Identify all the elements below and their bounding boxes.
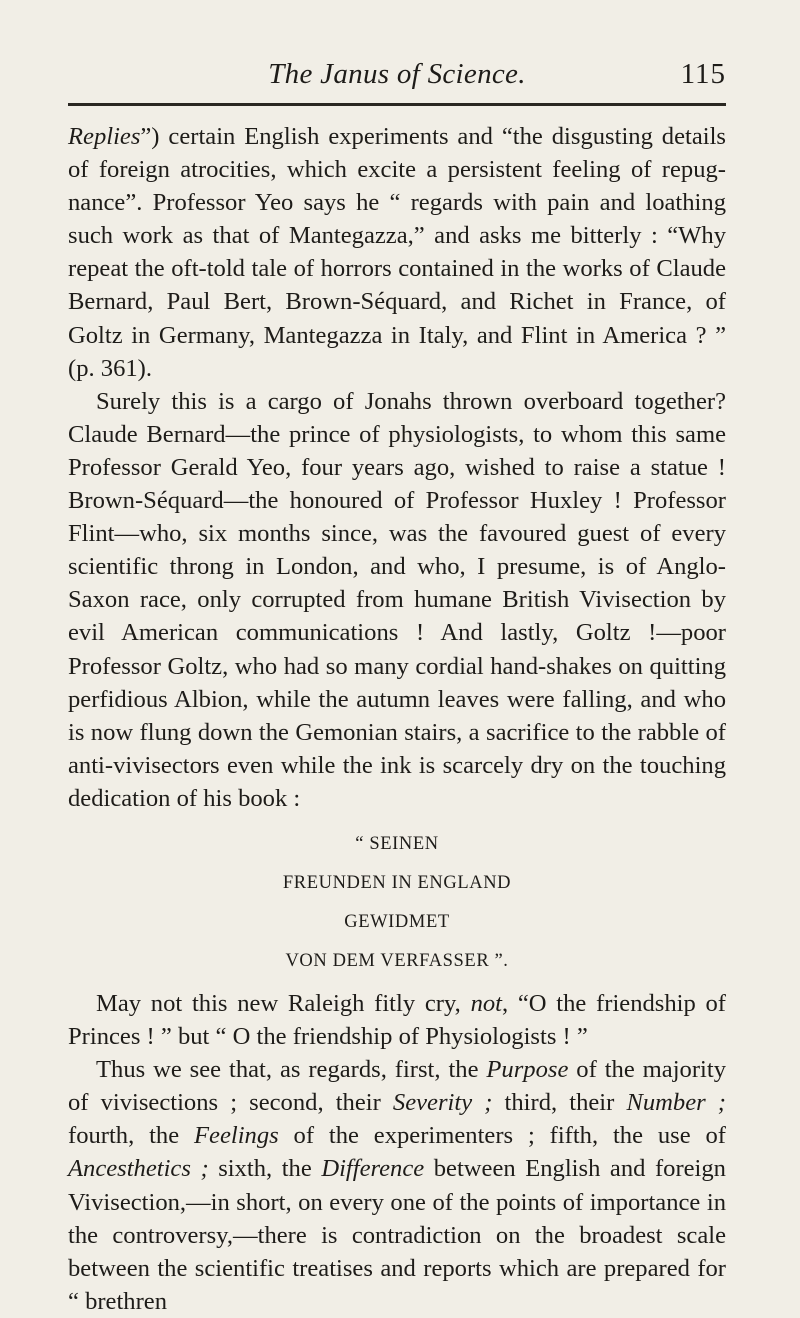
paragraph-4-part-6: sixth, the	[208, 1155, 322, 1183]
body-text	[68, 120, 726, 1318]
header-rule	[68, 103, 726, 106]
paragraph-4-italic-feelings: Feelings	[194, 1122, 279, 1150]
paragraph-4-part-2: of the majority of vivisections ; second, their	[68, 1056, 726, 1117]
paragraph-4-part-5: of the experimenters ; fifth, the use of	[278, 1122, 726, 1150]
paragraph-1	[68, 120, 726, 385]
paragraph-3-before: May not this new Raleigh fitly cry,	[96, 989, 471, 1017]
paragraph-3	[68, 987, 726, 1053]
paragraph-3-after: , “O the friendship of Princes ! ” but “ O the friendship of Physiologists ! ”	[68, 989, 726, 1051]
paragraph-4-italic-severity: Severity ;	[392, 1089, 493, 1117]
paragraph-2: Surely this is a cargo of Jonahs thrown overboard together? Claude Bernard—the prince of physiologists, to whom this same Professor Gerald Yeo, four years ago, wished to raise a statue ! Brown-Séquard—the honoured of Professor Huxley ! Professor Flint—who, six months since, was the favoured guest of every scientific throng in London, and who, I presume, is of Anglo-Saxon race, only corrupted from humane British Vivisection by evil American communications ! And lastly, Goltz !—poor Professor Goltz, who had so many cordial hand-shakes on quitting perfidious Albion, while the autumn leaves were falling, and who is now flung down the Gemonian stairs, a sacrifice to the rabble of anti-vivisectors even while the ink is scarcely dry on the touching dedication of his book :	[68, 387, 726, 812]
dedication-line-1: “ SEINEN	[355, 833, 439, 854]
page-header	[68, 58, 726, 98]
running-title: The Janus of Science.	[268, 58, 526, 90]
page-number: 115	[680, 58, 726, 90]
dedication-line-2: FREUNDEN IN ENGLAND	[282, 872, 512, 893]
paragraph-1-text: ”) certain English experiments and “the disgusting details of foreign atrocities, which excite a persistent feeling of repugnance”. Professor Yeo says he “ regards with pain and loathing such work as that of Mantegazza,” and asks me bitterly : “Why repeat the oft-told tale of horrors contained in the works of Claude Bernard, Paul Bert, Brown-Séquard, and Richet in France, of Goltz in Germany, Mantegazza in Italy, and Flint in America ? ” (p. 361).	[68, 123, 726, 382]
dedication-line-3: GEWIDMET	[344, 911, 450, 932]
paragraph-4-italic-difference: Difference	[321, 1155, 425, 1183]
paragraph-4-part-7: between English and foreign Vivisection,—in short, on every one of the points of importance in the controversy,—there is contradiction on the broadest scale between the scientific treatises and reports which are prepared for “ brethren	[68, 1155, 726, 1315]
paragraph-4-part-4: fourth, the	[68, 1122, 195, 1150]
dedication-block	[68, 825, 726, 981]
paragraph-4-part-1: Thus we see that, as regards, first, the	[96, 1056, 487, 1084]
paragraph-3-italic: not	[470, 989, 502, 1017]
paragraph-4-italic-purpose: Purpose	[486, 1056, 569, 1084]
paragraph-4-italic-number: Number ;	[626, 1089, 726, 1117]
paragraph-4-italic-anaesthetics: Ancesthetics ;	[68, 1155, 209, 1183]
paragraph-1-lead-italic: Replies	[68, 123, 141, 150]
paragraph-4	[68, 1053, 726, 1318]
paragraph-4-part-3: third, their	[492, 1089, 627, 1117]
dedication-line-4: VON DEM VERFASSER ”.	[285, 950, 509, 971]
